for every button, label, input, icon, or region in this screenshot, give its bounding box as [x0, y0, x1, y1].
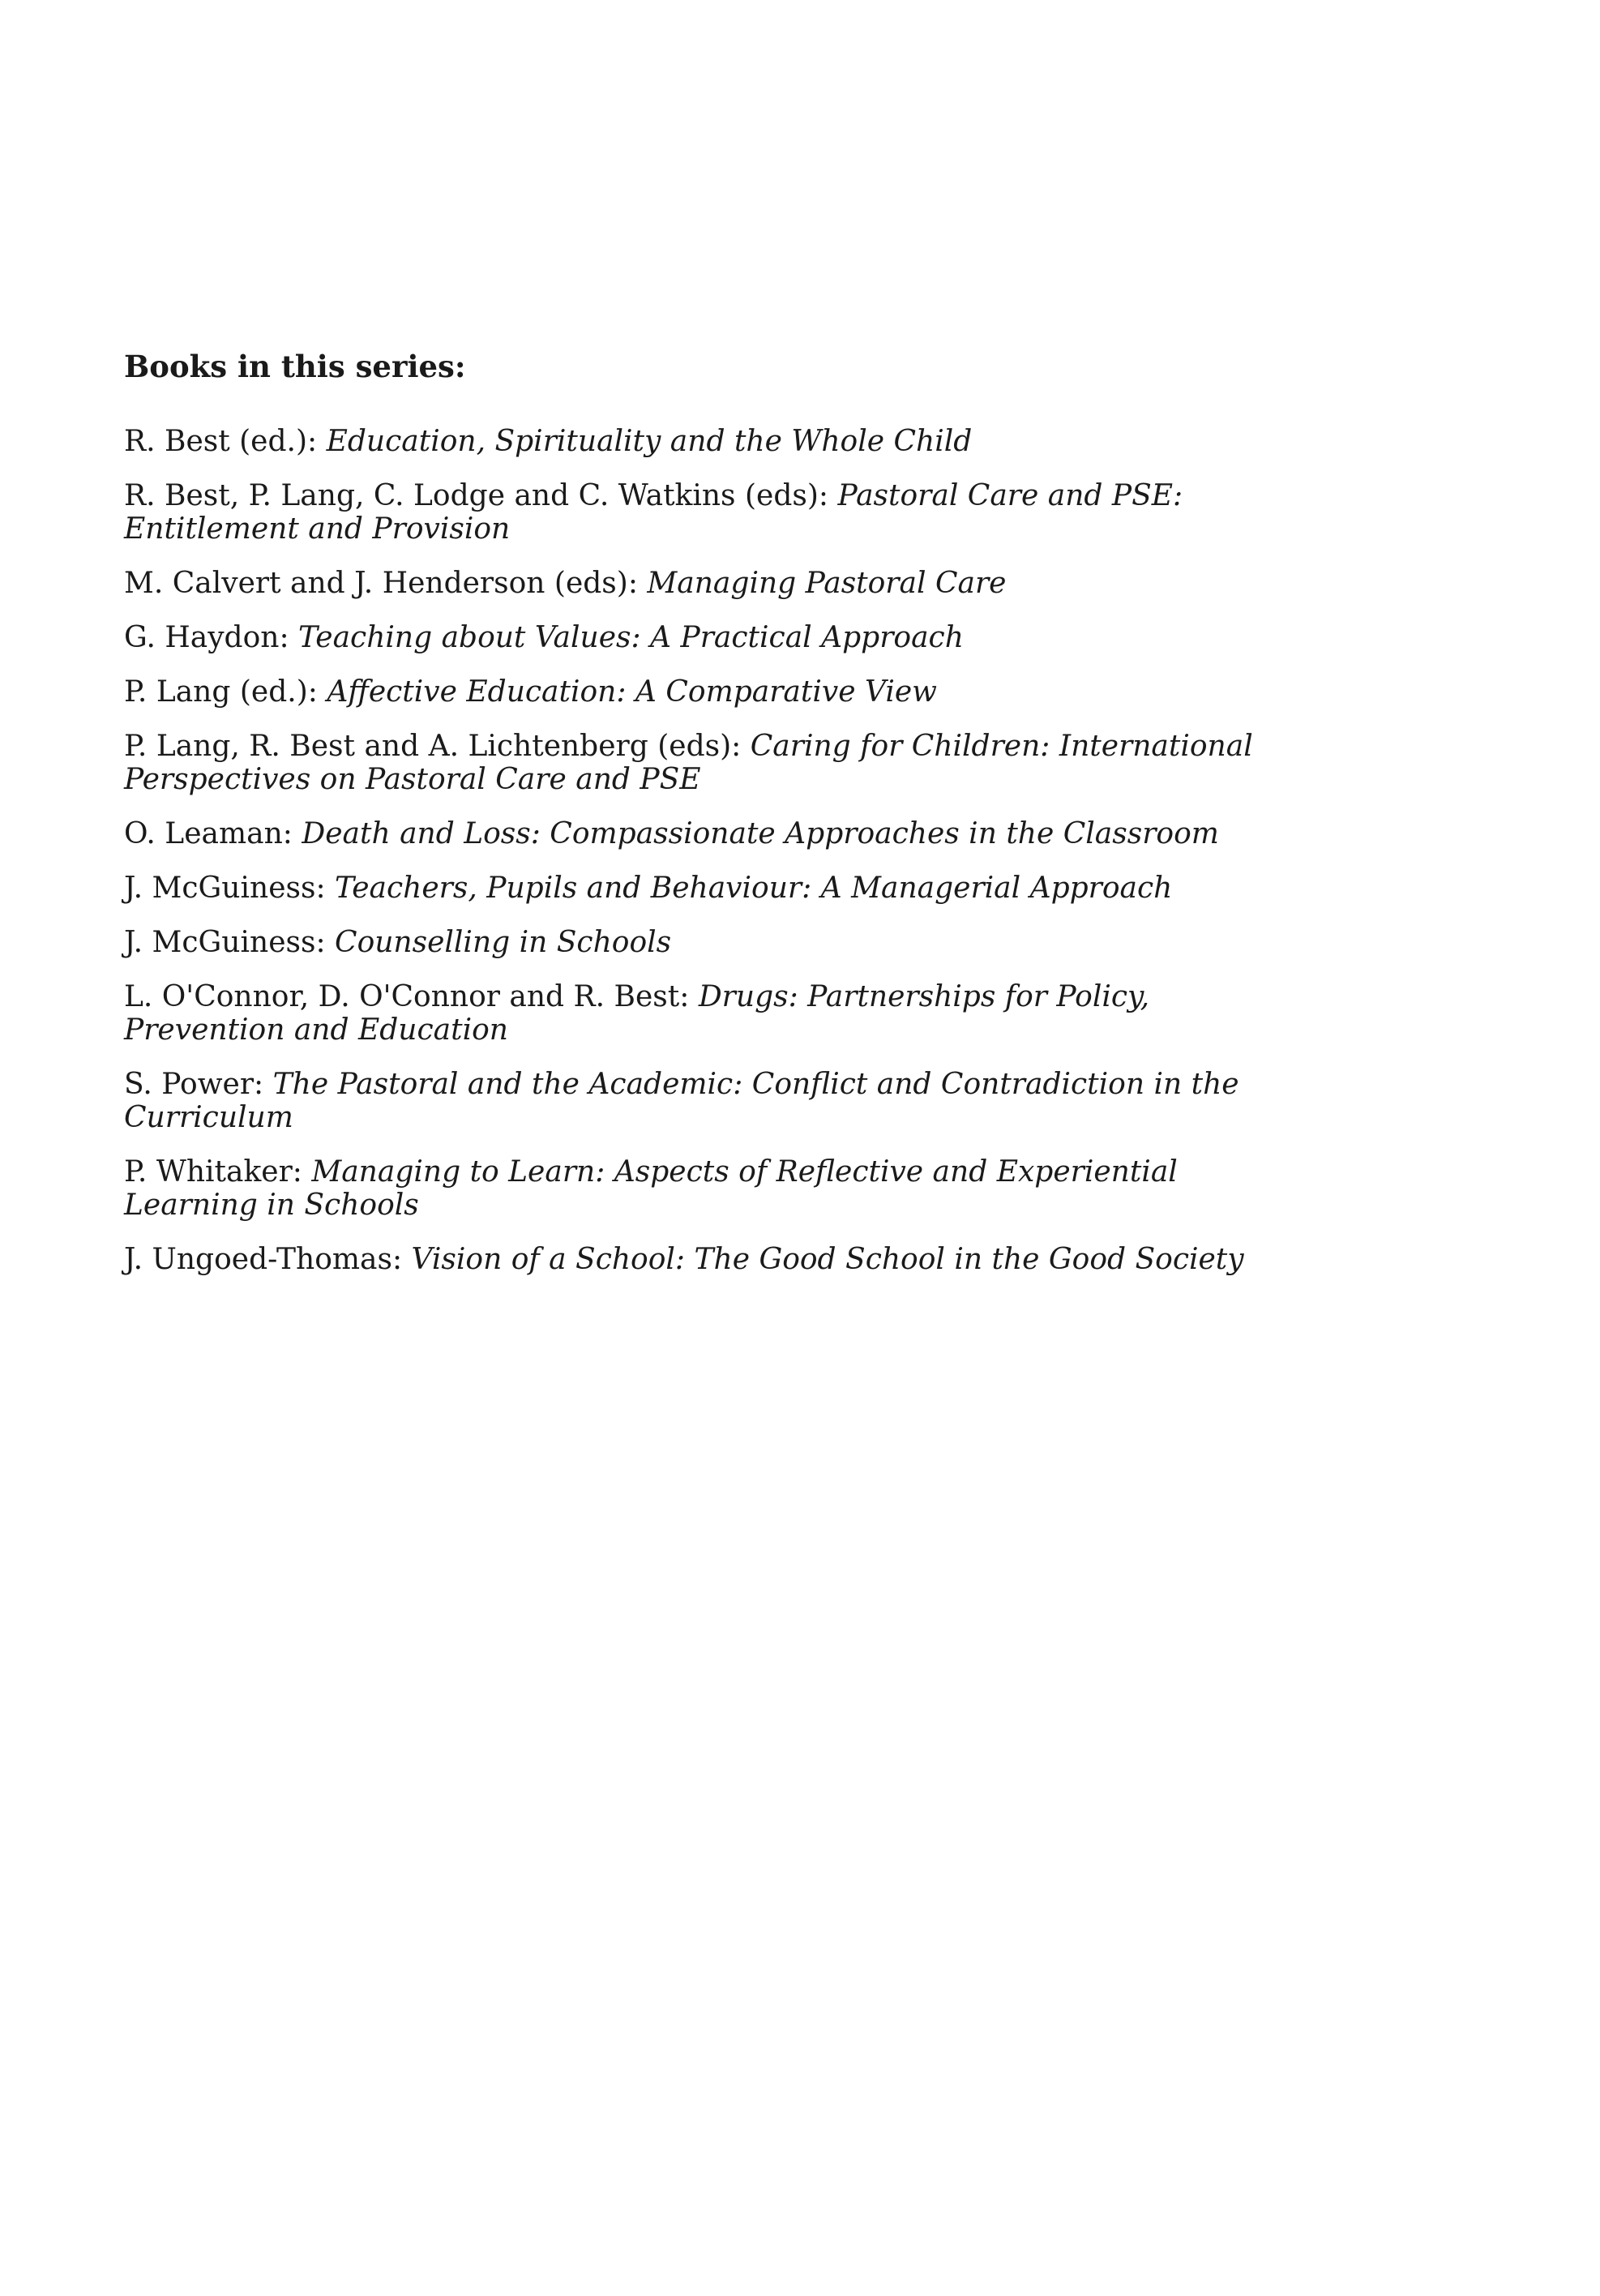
- book-entry: [124, 479, 1299, 546]
- book-entry: [124, 926, 1299, 959]
- book-title: Vision of a School: The Good School in the Good Society: [411, 1243, 1244, 1276]
- book-entry: [124, 621, 1299, 654]
- book-entry: [124, 872, 1299, 905]
- book-entry: [124, 730, 1299, 796]
- book-entry: [124, 980, 1299, 1047]
- book-title: Drugs: Partnerships for Policy, Prevention and Education: [124, 980, 1150, 1047]
- book-title: Teachers, Pupils and Behaviour: A Managerial Approach: [335, 872, 1173, 905]
- book-title: Managing to Learn: Aspects of Reflective and Experiential Learning in Schools: [124, 1155, 1178, 1222]
- book-author: O. Leaman:: [124, 817, 293, 850]
- book-title: Education, Spirituality and the Whole Child: [326, 425, 973, 458]
- book-title: Teaching about Values: A Practical Approach: [298, 621, 964, 654]
- book-title: Affective Education: A Comparative View: [327, 675, 937, 709]
- book-entry: [124, 817, 1299, 850]
- book-author: P. Whitaker:: [124, 1155, 302, 1189]
- book-author: R. Best (ed.):: [124, 425, 318, 458]
- book-entry: [124, 425, 1299, 458]
- book-author: J. Ungoed-Thomas:: [124, 1243, 403, 1276]
- book-author: L. O'Connor, D. O'Connor and R. Best:: [124, 980, 690, 1013]
- book-entry: [124, 567, 1299, 600]
- book-entry: [124, 675, 1299, 709]
- book-author: S. Power:: [124, 1068, 264, 1101]
- book-author: M. Calvert and J. Henderson (eds):: [124, 567, 638, 600]
- book-author: G. Haydon:: [124, 621, 289, 654]
- book-title: The Pastoral and the Academic: Conflict and Contradiction in the Curriculum: [124, 1068, 1239, 1134]
- book-title: Managing Pastoral Care: [647, 567, 1007, 600]
- book-entry: [124, 1243, 1299, 1276]
- book-author: R. Best, P. Lang, C. Lodge and C. Watkins (eds):: [124, 479, 829, 512]
- book-author: P. Lang, R. Best and A. Lichtenberg (eds):: [124, 730, 742, 763]
- book-title: Caring for Children: International Perspectives on Pastoral Care and PSE: [124, 730, 1253, 796]
- series-heading: Books in this series:: [124, 349, 466, 384]
- book-author: P. Lang (ed.):: [124, 675, 318, 709]
- series-list-section: [124, 349, 1299, 1297]
- book-title: Pastoral Care and PSE: Entitlement and Provision: [124, 479, 1183, 546]
- book-entry: [124, 1068, 1299, 1134]
- book-list: [124, 425, 1299, 1276]
- book-title: Counselling in Schools: [335, 926, 672, 959]
- book-entry: [124, 1155, 1299, 1222]
- book-title: Death and Loss: Compassionate Approaches in the Classroom: [302, 817, 1219, 850]
- book-author: J. McGuiness:: [124, 872, 326, 905]
- book-author: J. McGuiness:: [124, 926, 326, 959]
